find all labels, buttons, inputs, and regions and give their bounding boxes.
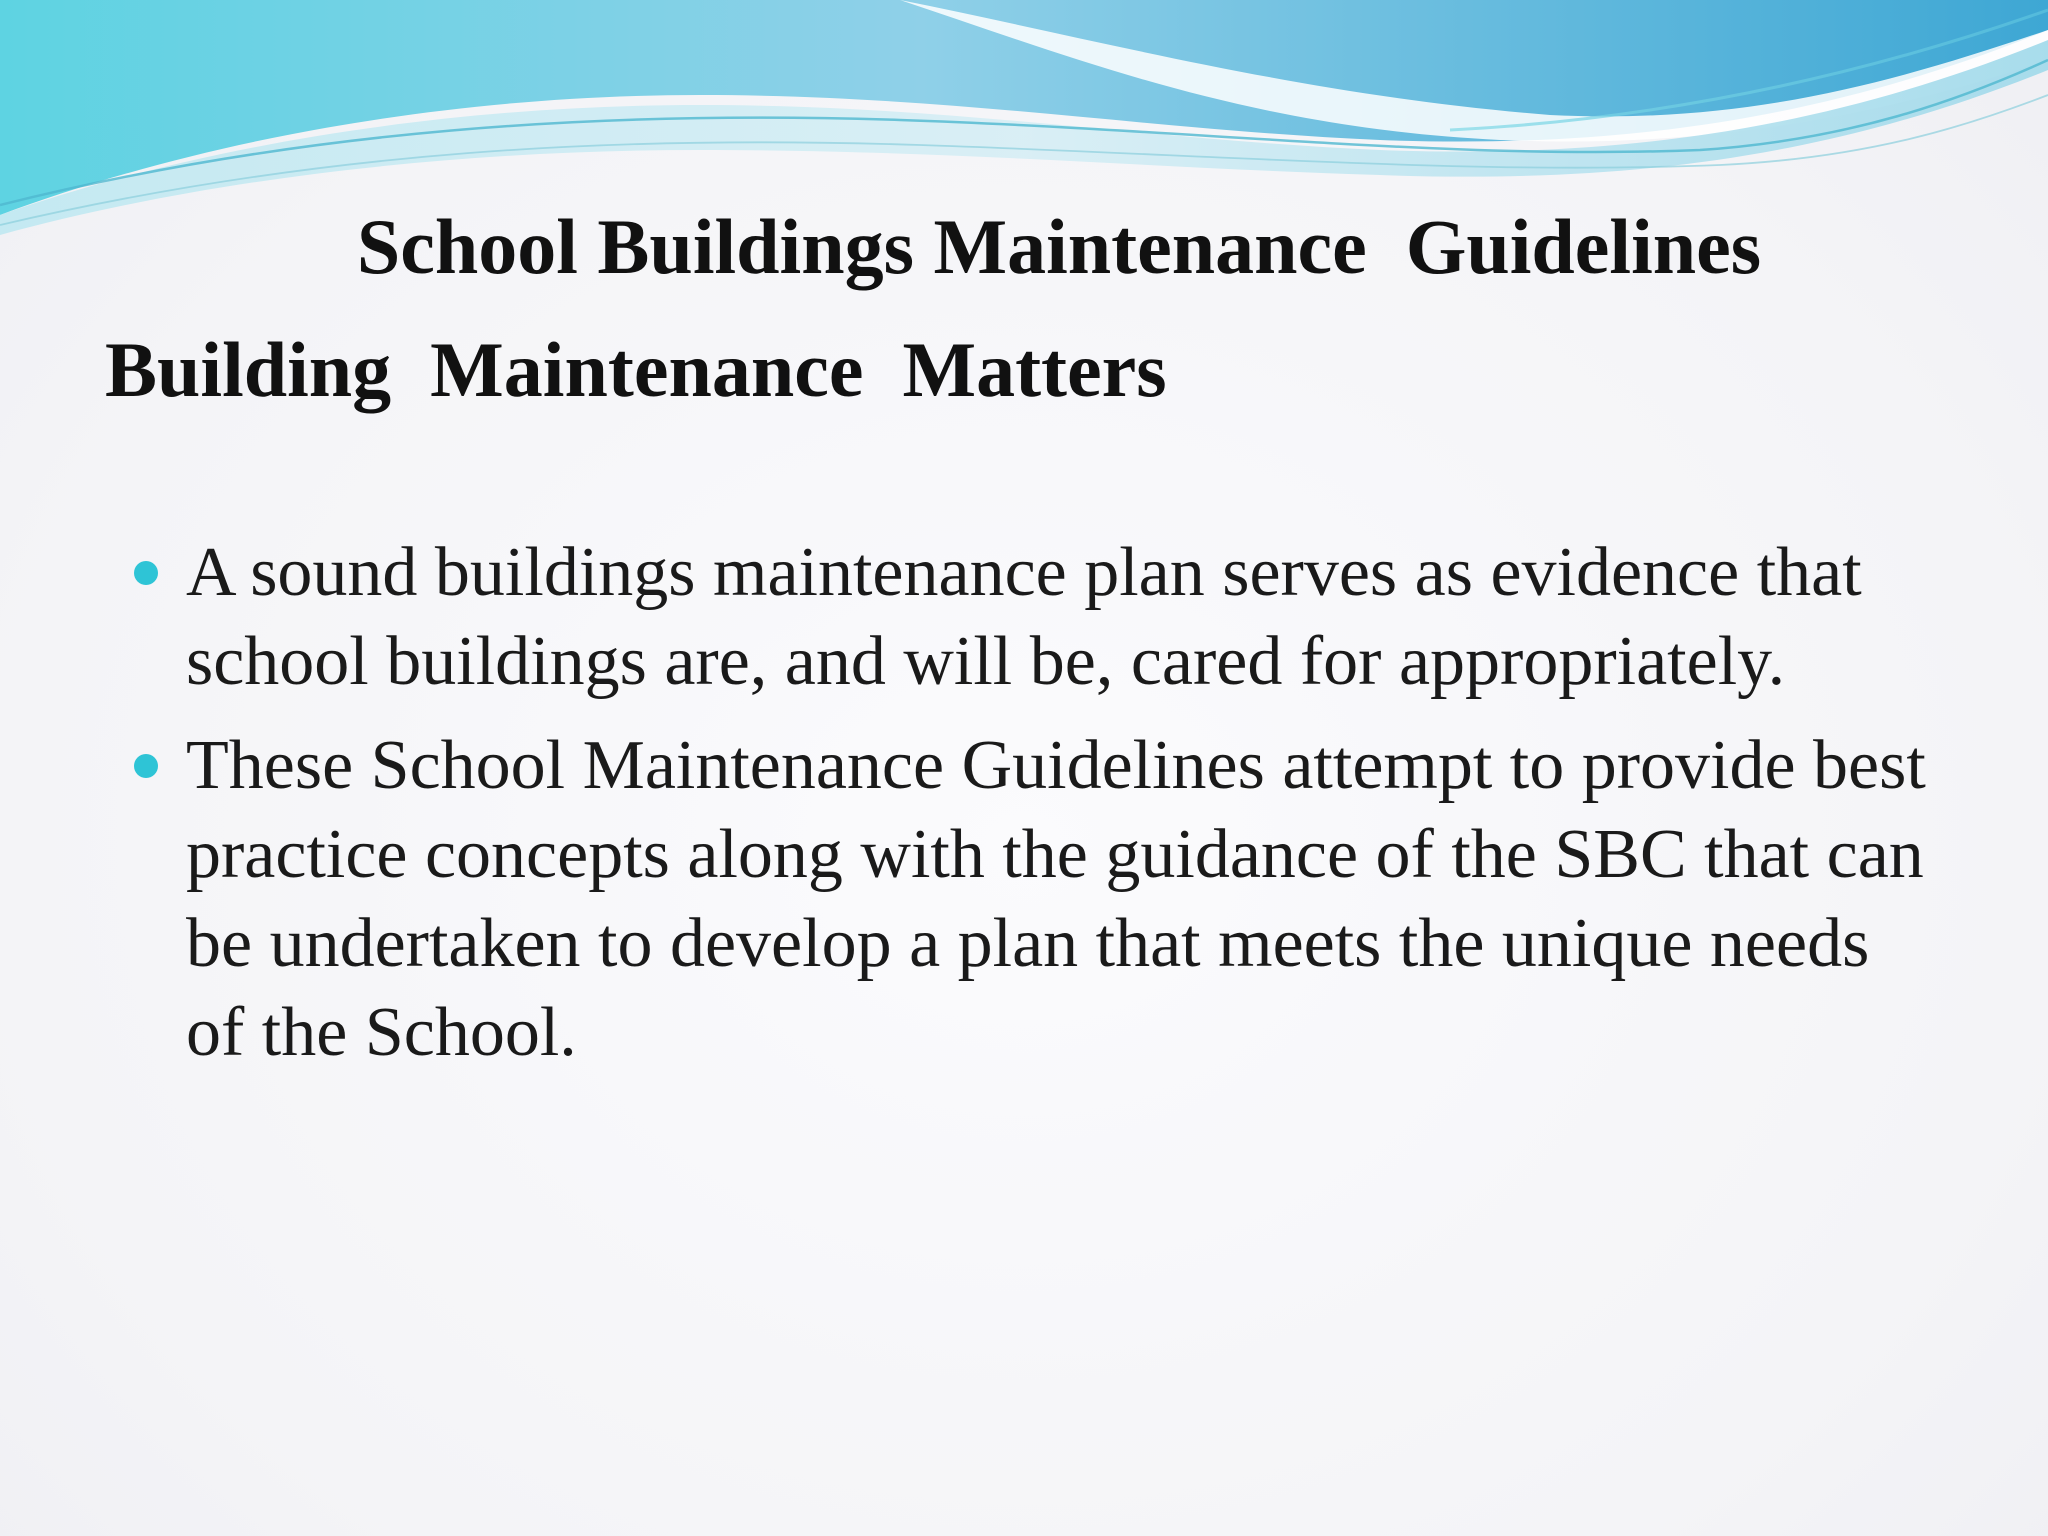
slide-title: School Buildings Maintenance Guidelines — [356, 203, 1762, 290]
bullet-dot-icon — [134, 754, 158, 778]
bullet-item — [130, 721, 1930, 1077]
bullet-item — [130, 528, 1930, 706]
bullet-list — [130, 528, 1930, 1092]
bullet-text: These School Maintenance Guidelines attempt to provide best practice concepts along with the guidance of the SBC that can be undertaken to develop a plan that meets the unique needs of the School. — [186, 727, 1926, 1071]
bullet-dot-icon — [134, 561, 158, 585]
bullet-text: A sound buildings maintenance plan serves as evidence that school buildings are, and will be, cared for appropriately. — [186, 534, 1862, 700]
slide-subtitle: Building Maintenance Matters — [105, 326, 1167, 413]
